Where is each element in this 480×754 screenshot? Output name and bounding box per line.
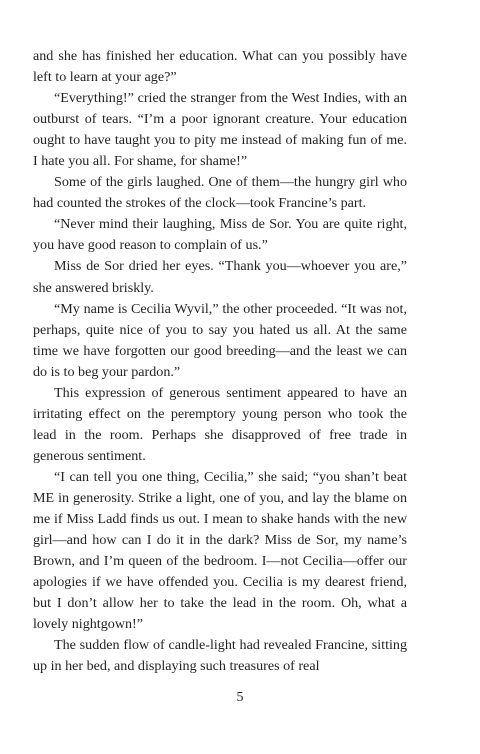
paragraph: “I can tell you one thing, Cecilia,” she said; “you shan’t beat ME in generosity. Strike a light, one of you, and lay the blame on me if Miss Ladd finds us out. I mean to shake hands with the new girl—and how can I do it in the dark? Miss de Sor, my name’s Brown, and I’m queen of the bedroom. I—not Cecilia—offer our apologies if we have offended you. Cecilia is my dearest friend, but I don’t allow her to take the lead in the room. Oh, what a lovely nightgown!”	[33, 468, 407, 633]
paragraph: This expression of generous sentiment appeared to have an irritating effect on the peremptory young person who took the lead in the room. Perhaps she disapproved of free trade in generous sentiment.	[33, 384, 407, 464]
paragraph: and she has finished her education. What can you possibly have left to learn at your age?”	[33, 48, 407, 86]
paragraph: “Everything!” cried the stranger from the West Indies, with an outburst of tears. “I’m a poor ignorant creature. Your education ought to have taught you to pity me instead of making fun of me. I hate you all. For shame, for shame!”	[33, 90, 407, 170]
paragraph: Miss de Sor dried her eyes. “Thank you—whoever you are,” she answered briskly.	[33, 258, 407, 296]
paragraph: The sudden flow of candle-light had revealed Francine, sitting up in her bed, and displaying such treasures of real	[33, 637, 407, 675]
page-text-block	[33, 46, 407, 677]
paragraph: “My name is Cecilia Wyvil,” the other proceeded. “It was not, perhaps, quite nice of you to say you hated us all. At the same time we have forgotten our good breeding—and the least we can do is to beg your pardon.”	[33, 300, 407, 380]
paragraph: Some of the girls laughed. One of them—the hungry girl who had counted the strokes of the clock—took Francine’s part.	[33, 174, 407, 212]
paragraph: “Never mind their laughing, Miss de Sor. You are quite right, you have good reason to complain of us.”	[33, 216, 407, 254]
page-number: 5	[236, 690, 244, 705]
